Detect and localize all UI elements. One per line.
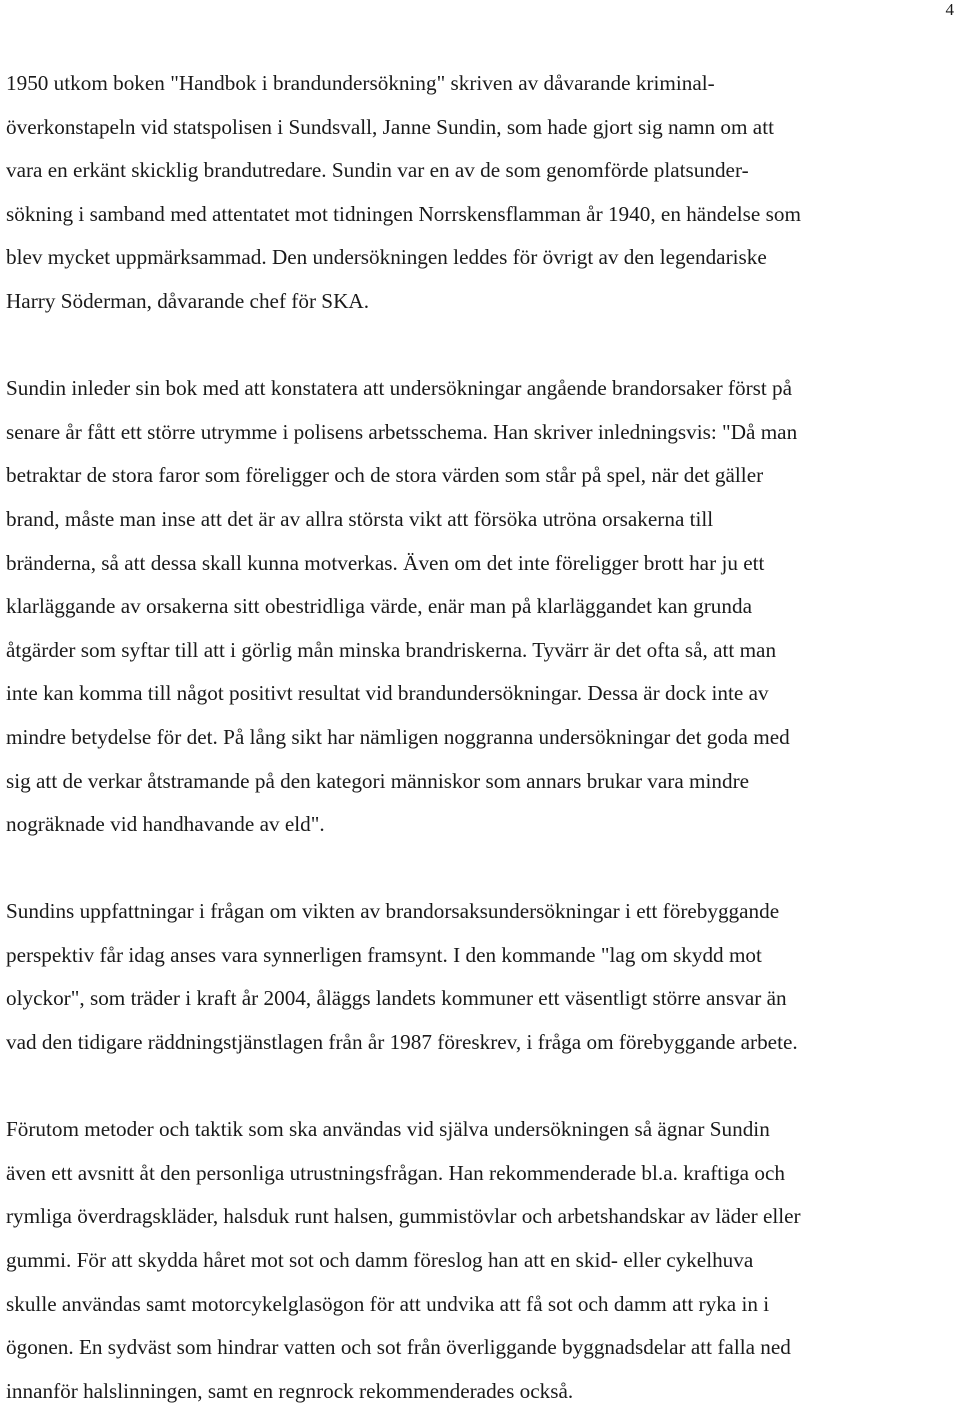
text-line: vara en erkänt skicklig brandutredare. Sundin var en av de som genomförde platsunder- — [6, 158, 749, 183]
paragraph-1 — [6, 62, 958, 324]
paragraph-2 — [6, 367, 958, 847]
paragraph-3 — [6, 890, 958, 1064]
text-line: ögonen. En sydväst som hindrar vatten och sot från överliggande byggnadsdelar att falla ned — [6, 1335, 791, 1360]
text-line: betraktar de stora faror som föreligger och de stora värden som står på spel, när det gäller — [6, 463, 764, 488]
text-line: brand, måste man inse att det är av allra största vikt att försöka utröna orsakerna till — [6, 506, 714, 531]
text-line: Sundin inleder sin bok med att konstatera att undersökningar angående brandorsaker först på — [6, 376, 793, 401]
text-line: Sundins uppfattningar i frågan om vikten av brandorsaksundersökningar i ett förebyggande — [6, 899, 780, 924]
text-line: sökning i samband med attentatet mot tidningen Norrskensflamman år 1940, en händelse som — [6, 201, 801, 226]
text-line: blev mycket uppmärksammad. Den undersökningen leddes för övrigt av den legendariske — [6, 245, 767, 270]
text-line: även ett avsnitt åt den personliga utrustningsfrågan. Han rekommenderade bl.a. kraftiga och — [6, 1160, 785, 1185]
page-number: 4 — [945, 0, 954, 19]
text-line: olyckor", som träder i kraft år 2004, åläggs landets kommuner ett väsentligt större ansvar än — [6, 986, 787, 1011]
document-body — [6, 62, 958, 1413]
text-line: nogräknade vid handhavande av eld". — [6, 812, 325, 837]
text-line: senare år fått ett större utrymme i polisens arbetsschema. Han skriver inledningsvis: "Då man — [6, 419, 798, 444]
text-line: Förutom metoder och taktik som ska användas vid själva undersökningen så ägnar Sundin — [6, 1117, 770, 1142]
text-line: perspektiv får idag anses vara synnerligen framsynt. I den kommande "lag om skydd mot — [6, 942, 762, 967]
text-line: vad den tidigare räddningstjänstlagen från år 1987 föreskrev, i fråga om förebyggande arbete. — [6, 1030, 798, 1055]
text-line: Harry Söderman, dåvarande chef för SKA. — [6, 288, 369, 313]
text-line: överkonstapeln vid statspolisen i Sundsvall, Janne Sundin, som hade gjort sig namn om att — [6, 114, 774, 139]
text-line: rymliga överdragskläder, halsduk runt halsen, gummistövlar och arbetshandskar av läder eller — [6, 1204, 801, 1229]
text-line: klarläggande av orsakerna sitt obestridliga värde, enär man på klarläggandet kan grunda — [6, 594, 752, 619]
text-line: 1950 utkom boken "Handbok i brandundersökning" skriven av dåvarande kriminal- — [6, 71, 715, 95]
text-line: bränderna, så att dessa skall kunna motverkas. Även om det inte föreligger brott har ju ett — [6, 550, 765, 575]
text-line: gummi. För att skydda håret mot sot och damm föreslog han att en skid- eller cykelhuva — [6, 1248, 754, 1273]
text-line: skulle användas samt motorcykelglasögon för att undvika att få sot och damm att ryka in i — [6, 1291, 770, 1316]
text-line: åtgärder som syftar till att i görlig mån minska brandriskerna. Tyvärr är det ofta så, att man — [6, 637, 777, 662]
text-line: sig att de verkar åtstramande på den kategori människor som annars brukar vara mindre — [6, 768, 750, 793]
text-line: innanför halslinningen, samt en regnrock rekommenderades också. — [6, 1378, 574, 1403]
text-line: inte kan komma till något positivt resultat vid brandundersökningar. Dessa är dock inte av — [6, 681, 769, 706]
paragraph-4 — [6, 1108, 958, 1413]
text-line: mindre betydelse för det. På lång sikt har nämligen noggranna undersökningar det goda med — [6, 724, 790, 749]
